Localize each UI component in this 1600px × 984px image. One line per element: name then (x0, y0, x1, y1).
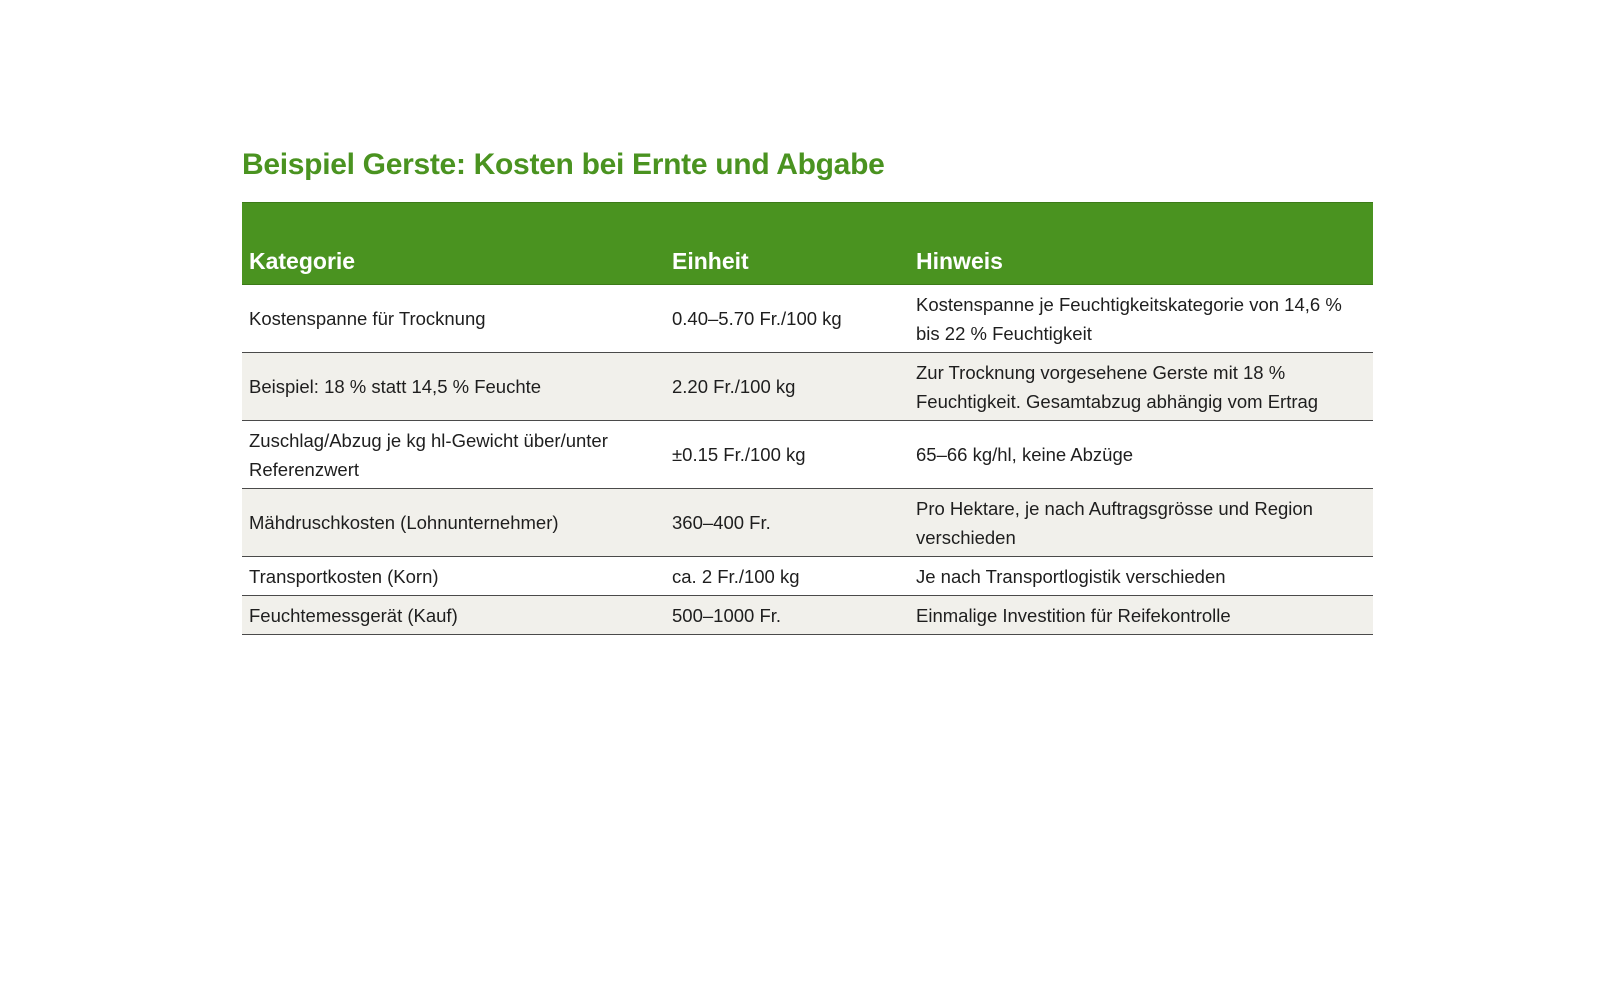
table-row (242, 557, 1373, 596)
cell-kategorie: Transportkosten (Korn) (242, 557, 665, 596)
table-row (242, 596, 1373, 635)
cost-table-section (242, 146, 1373, 635)
cell-einheit: ±0.15 Fr./100 kg (665, 421, 909, 489)
table-row (242, 489, 1373, 557)
page-title: Beispiel Gerste: Kosten bei Ernte und Abgabe (242, 148, 885, 181)
cell-hinweis: Je nach Transportlogistik verschieden (909, 557, 1373, 596)
cell-hinweis: 65–66 kg/hl, keine Abzüge (909, 421, 1373, 489)
cell-einheit: 500–1000 Fr. (665, 596, 909, 635)
cell-einheit: 0.40–5.70 Fr./100 kg (665, 285, 909, 353)
table-row (242, 353, 1373, 421)
cell-hinweis: Kostenspanne je Feuchtigkeitskategorie von 14,6 % bis 22 % Feuchtigkeit (909, 285, 1373, 353)
cell-einheit: 360–400 Fr. (665, 489, 909, 557)
cell-hinweis: Pro Hektare, je nach Auftragsgrösse und Region verschieden (909, 489, 1373, 557)
header-einheit: Einheit (665, 203, 909, 285)
cell-kategorie: Kostenspanne für Trocknung (242, 285, 665, 353)
table-header-row (242, 203, 1373, 285)
cell-hinweis: Einmalige Investition für Reifekontrolle (909, 596, 1373, 635)
header-kategorie: Kategorie (242, 203, 665, 285)
cell-kategorie: Zuschlag/Abzug je kg hl-Gewicht über/unter Referenzwert (242, 421, 665, 489)
cost-table (242, 202, 1373, 635)
header-hinweis: Hinweis (909, 203, 1373, 285)
cell-hinweis: Zur Trocknung vorgesehene Gerste mit 18 % Feuchtigkeit. Gesamtabzug abhängig vom Ertrag (909, 353, 1373, 421)
cell-kategorie: Beispiel: 18 % statt 14,5 % Feuchte (242, 353, 665, 421)
cell-kategorie: Feuchtemessgerät (Kauf) (242, 596, 665, 635)
table-row (242, 285, 1373, 353)
table-row (242, 421, 1373, 489)
cell-kategorie: Mähdruschkosten (Lohnunternehmer) (242, 489, 665, 557)
cell-einheit: 2.20 Fr./100 kg (665, 353, 909, 421)
cell-einheit: ca. 2 Fr./100 kg (665, 557, 909, 596)
